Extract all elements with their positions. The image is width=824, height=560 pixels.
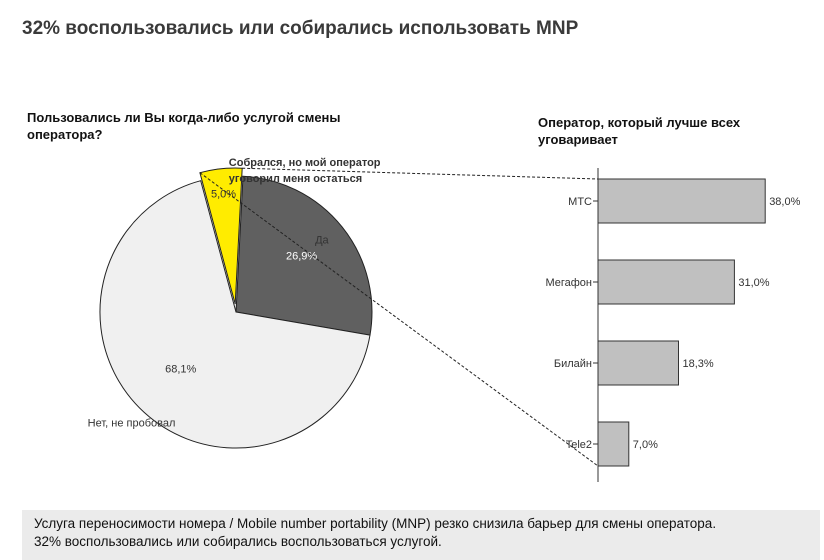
pie-value-no: 68,1% [165,363,197,376]
footer-line-2: 32% воспользовались или собирались воспользоваться услугой. [34,534,442,549]
bar-category-tele2: Tele2 [565,439,592,451]
pie-label-persuaded-line-2: уговорил меня остаться [228,172,363,185]
pie-label-no: Нет, не пробовал [87,417,176,430]
bar-megafon [598,260,734,304]
bar-beeline [598,341,679,385]
bar-category-beeline: Билайн [553,358,592,370]
footer-note [22,510,820,560]
pie-chart-title: Пользовались ли Вы когда-либо услугой смены оператора? [27,110,341,142]
bar-category-megafon: Мегафон [545,277,592,289]
page-title: 32% воспользовались или собирались использовать MNP [22,18,579,39]
bar-category-mts: МТС [568,196,592,208]
pie-value-persuaded: 5,0% [210,188,237,201]
bar-value-beeline: 18,3% [682,358,714,370]
pie-value-yes: 26,9% [285,250,318,263]
bar-chart-title: Оператор, который лучше всех уговаривает [538,115,741,147]
pie-label-yes: Да [315,234,329,247]
pie-label-persuaded-line-1: Собрался, но мой оператор [228,156,381,169]
bar-value-tele2: 7,0% [632,439,658,451]
bar-mts [598,179,765,223]
bar-value-mts: 38,0% [769,196,801,208]
footer-line-1: Услуга переносимости номера / Mobile number portability (MNP) резко снизила барьер для смены оператора. [34,516,717,531]
bar-tele2 [598,422,629,466]
bar-value-megafon: 31,0% [738,277,770,289]
